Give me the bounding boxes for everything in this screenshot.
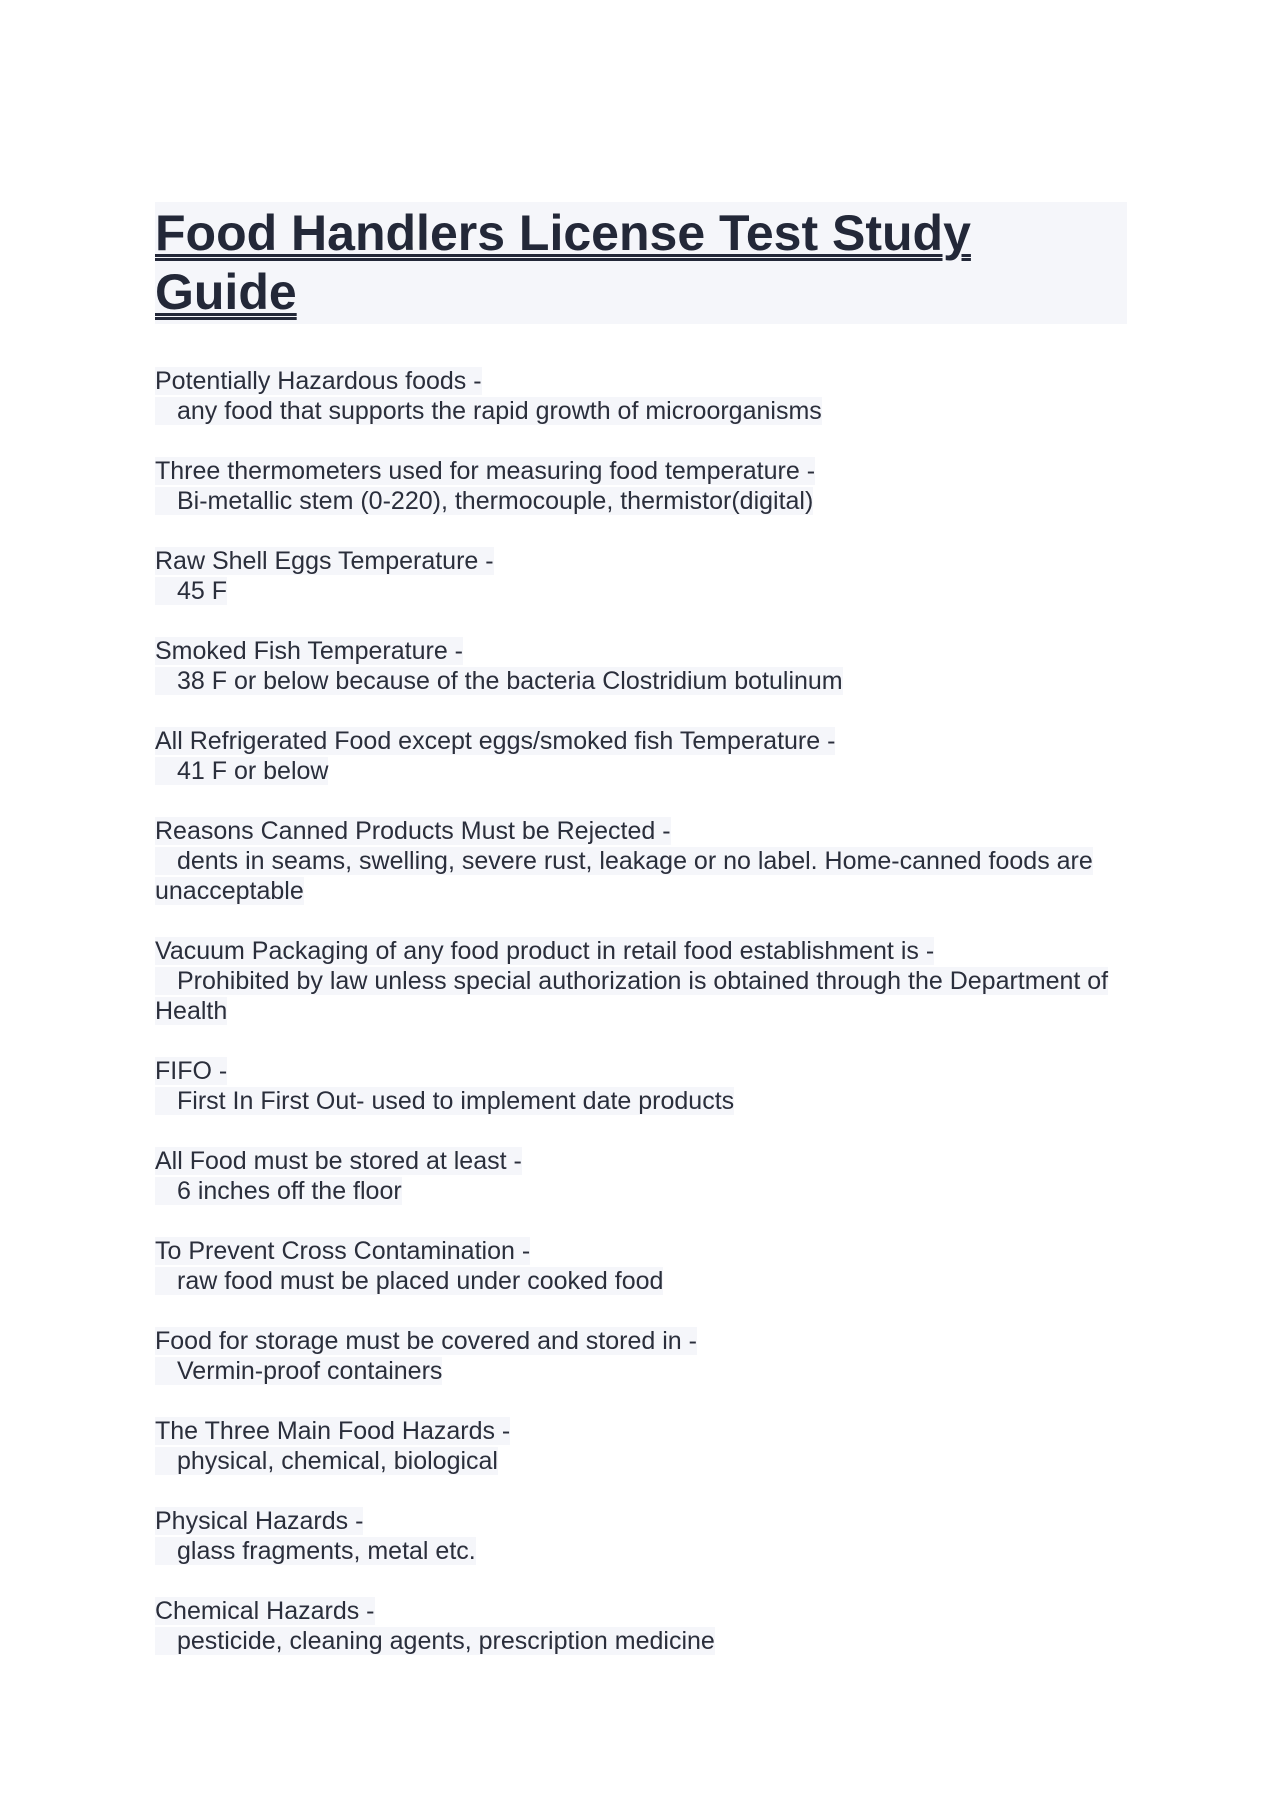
qa-term: Potentially Hazardous foods - [155,367,482,395]
qa-definition: pesticide, cleaning agents, prescription medicine [177,1627,715,1655]
qa-term: Food for storage must be covered and stored in - [155,1327,697,1355]
document-page [155,202,1127,1686]
qa-item [155,1146,1127,1206]
qa-definition: Vermin-proof containers [177,1357,443,1385]
qa-definition: 38 F or below because of the bacteria Clostridium botulinum [177,667,843,695]
qa-definition: glass fragments, metal etc. [177,1537,476,1565]
qa-term: FIFO - [155,1057,228,1085]
qa-item [155,1236,1127,1296]
qa-definition: raw food must be placed under cooked food [177,1267,664,1295]
qa-item [155,936,1127,1026]
qa-list [155,366,1127,1656]
qa-item [155,636,1127,696]
qa-term: To Prevent Cross Contamination - [155,1237,531,1265]
qa-term: Smoked Fish Temperature - [155,637,463,665]
qa-item [155,1056,1127,1116]
qa-term: All Refrigerated Food except eggs/smoked fish Temperature - [155,727,836,755]
qa-term: Physical Hazards - [155,1507,364,1535]
qa-term: Chemical Hazards - [155,1597,375,1625]
qa-term: Reasons Canned Products Must be Rejected - [155,817,671,845]
qa-definition: 45 F [177,577,228,605]
title-block [155,202,1127,324]
qa-definition: First In First Out- used to implement date products [177,1087,735,1115]
qa-definition: Bi-metallic stem (0-220), thermocouple, thermistor(digital) [177,487,814,515]
qa-definition: physical, chemical, biological [177,1447,498,1475]
qa-term: Vacuum Packaging of any food product in retail food establishment is - [155,937,935,965]
qa-definition: 41 F or below [177,757,329,785]
qa-definition: 6 inches off the floor [177,1177,402,1205]
qa-item [155,726,1127,786]
qa-definition: dents in seams, swelling, severe rust, leakage or no label. Home-canned foods are unacceptable [155,847,1093,905]
qa-definition: any food that supports the rapid growth of microorganisms [177,397,822,425]
qa-term: Three thermometers used for measuring food temperature - [155,457,816,485]
qa-term: All Food must be stored at least - [155,1147,522,1175]
qa-item [155,546,1127,606]
qa-item [155,1596,1127,1656]
page-title: Food Handlers License Test Study Guide [155,205,971,320]
qa-item [155,1326,1127,1386]
qa-definition: Prohibited by law unless special authorization is obtained through the Department of Health [155,967,1109,1025]
qa-term: Raw Shell Eggs Temperature - [155,547,494,575]
qa-item [155,366,1127,426]
qa-item [155,1506,1127,1566]
qa-item [155,456,1127,516]
qa-item [155,1416,1127,1476]
qa-item [155,816,1127,906]
qa-term: The Three Main Food Hazards - [155,1417,511,1445]
